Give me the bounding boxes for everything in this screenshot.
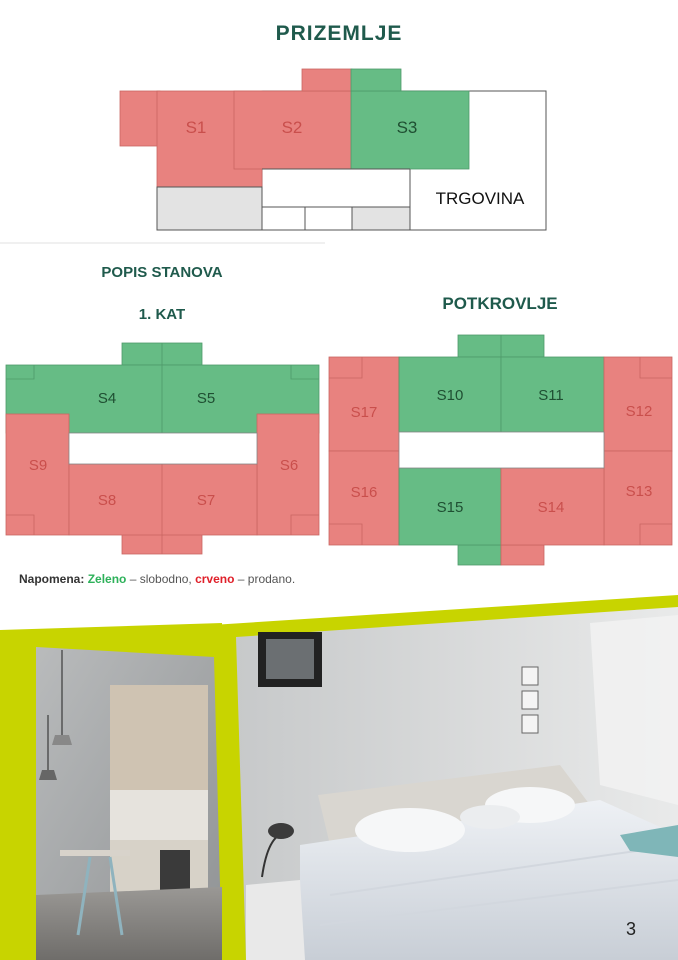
legend-note [19, 572, 295, 586]
unit-label: S7 [196, 492, 216, 509]
first-floor-plan [0, 330, 330, 560]
unit-label: S16 [350, 484, 378, 501]
attic-plan [320, 330, 678, 570]
corridor [69, 433, 257, 464]
balcony [501, 545, 544, 565]
attic-title: POTKROVLJE [442, 294, 558, 313]
bedroom-photo [236, 607, 678, 960]
unit-label: S2 [281, 118, 303, 137]
shop-label: TRGOVINA [435, 189, 525, 208]
unit-s2-balcony [302, 69, 352, 91]
unit-label: S9 [28, 457, 48, 474]
unit-label: S1 [185, 118, 207, 137]
unit-s3-balcony [351, 69, 401, 91]
unit-label: S11 [538, 387, 564, 404]
unit-s6-shape [257, 414, 319, 535]
apartment-list-title: POPIS STANOVA [101, 264, 223, 281]
unit-s9-shape [6, 414, 69, 535]
corridor [399, 432, 604, 468]
ground-floor-plan [0, 0, 678, 250]
unit-label: S5 [196, 390, 216, 407]
unit-label: S14 [537, 499, 565, 516]
unit-label: S17 [350, 404, 378, 421]
note-green-word: Zeleno [87, 572, 127, 586]
kitchen-photo [36, 647, 222, 960]
interior-photo-collage [0, 595, 678, 960]
unit-s1-shape [120, 91, 160, 146]
unit-label: S3 [396, 118, 418, 137]
unit-label: S10 [436, 387, 464, 404]
unit-label: S13 [625, 483, 653, 500]
first-floor-title: 1. KAT [138, 306, 186, 323]
page-number: 3 [625, 919, 636, 939]
note-prefix: Napomena: [19, 572, 85, 586]
unit-label: S4 [97, 390, 117, 407]
ground-floor-title: PRIZEMLJE [275, 22, 403, 45]
unit-label: S8 [97, 492, 117, 509]
storage-cell [352, 207, 410, 230]
note-red-text: – prodano. [234, 572, 296, 586]
note-red-word: crveno [195, 572, 235, 586]
unit-label: S15 [436, 499, 464, 516]
unit-label: S12 [625, 403, 653, 420]
unit-label: S6 [279, 457, 299, 474]
note-green-text: – slobodno, [126, 572, 196, 586]
common-area [157, 187, 262, 230]
balcony [458, 545, 501, 565]
